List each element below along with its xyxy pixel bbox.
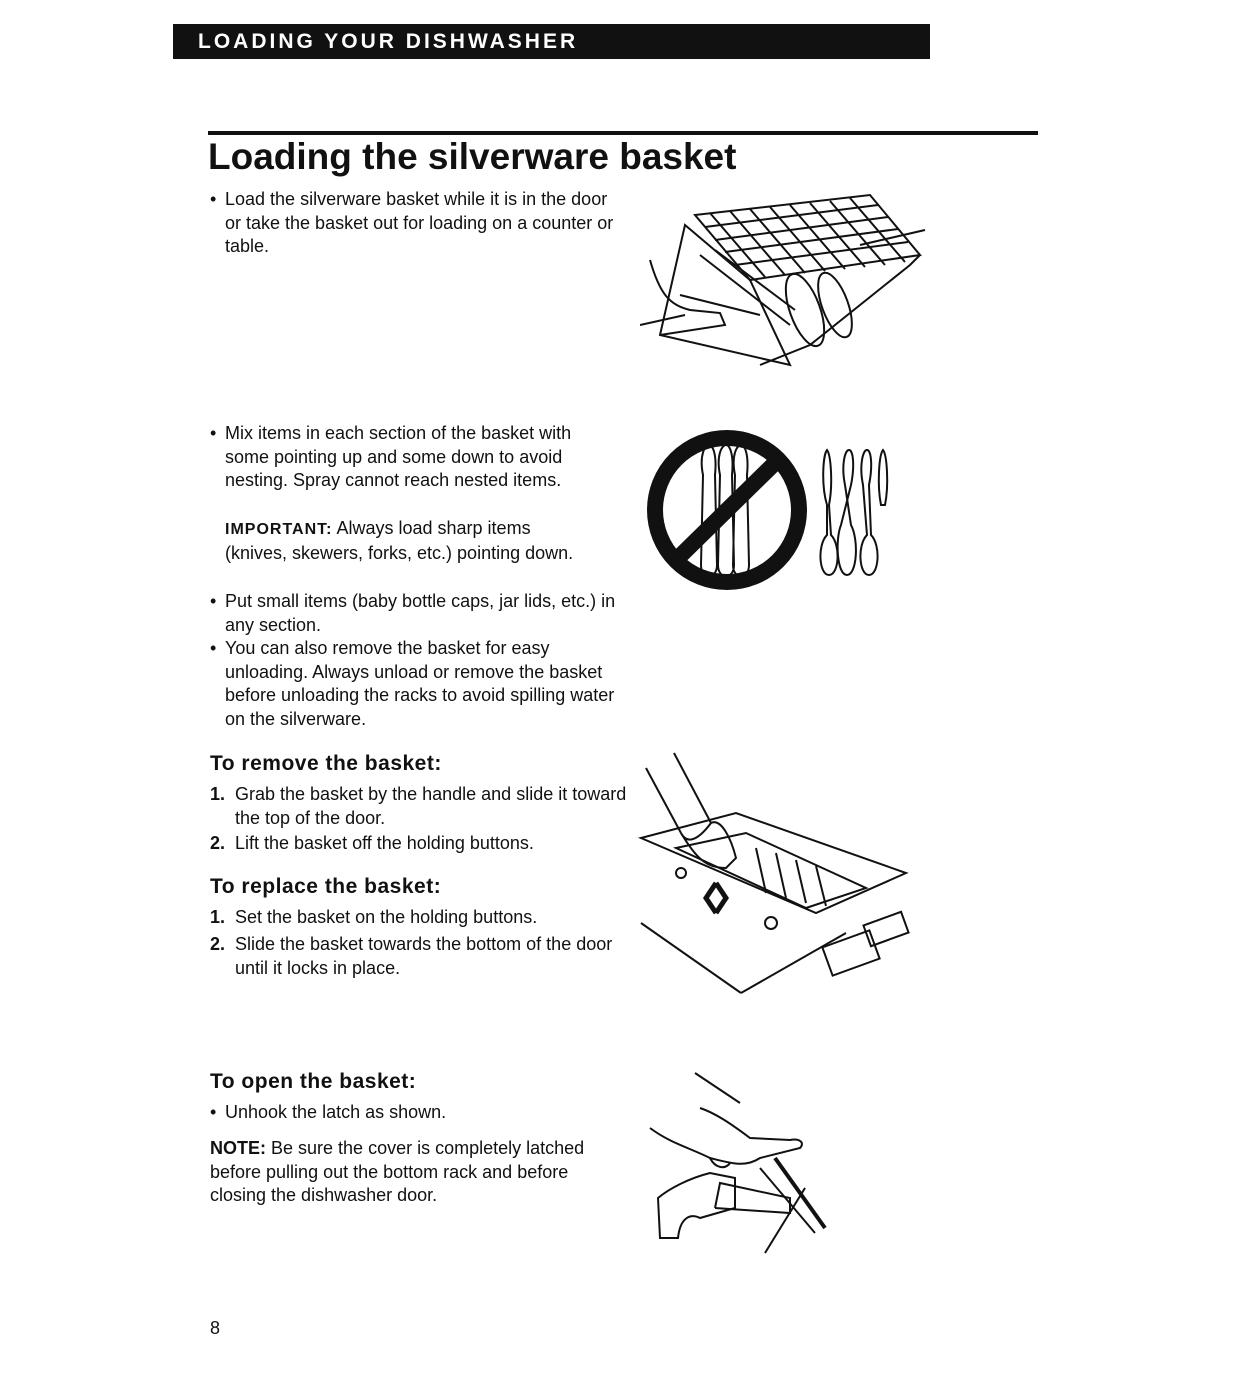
- remove-step-2: 2. Lift the basket off the holding buttons.: [210, 833, 534, 853]
- remove-step-1: 1. Grab the basket by the handle and slide it toward the top of the door.: [210, 784, 627, 828]
- important-note: [225, 517, 595, 565]
- title-rule: [208, 131, 1038, 135]
- important-text: Always load sharp items (knives, skewers, forks, etc.) pointing down.: [225, 518, 574, 563]
- intro-bullet: • Load the silverware basket while it is in the door or take the basket out for loading on a counter or table.: [210, 188, 625, 259]
- note-label: NOTE:: [210, 1138, 266, 1158]
- replace-step-2: 2. Slide the basket towards the bottom of the door until it locks in place.: [210, 934, 613, 978]
- remove-basket-bullet: • You can also remove the basket for easy unloading. Always unload or remove the basket before unloading the racks to avoid spilling water on the silverware.: [210, 637, 625, 731]
- unhook-latch-bullet: • Unhook the latch as shown.: [210, 1101, 625, 1125]
- open-basket-heading: To open the basket:: [210, 1070, 417, 1093]
- no-nesting-illustration: [645, 425, 890, 595]
- unhook-latch-illustration: [640, 1068, 840, 1258]
- note-text: Be sure the cover is completely latched before pulling out the bottom rack and before closing the dishwasher door.: [210, 1138, 585, 1205]
- basket-removal-illustration: [636, 748, 916, 1003]
- note: [210, 1137, 600, 1208]
- page-title: Loading the silverware basket: [208, 136, 737, 177]
- mix-items-bullet: • Mix items in each section of the basket with some pointing up and some down to avoid nesting. Spray cannot reach nested items.: [210, 422, 615, 493]
- replace-step-1: 1. Set the basket on the holding buttons.: [210, 907, 538, 927]
- section-banner: LOADING YOUR DISHWASHER: [173, 24, 930, 59]
- replace-basket-heading: To replace the basket:: [210, 875, 442, 898]
- remove-basket-heading: To remove the basket:: [210, 752, 442, 775]
- page-number: 8: [210, 1318, 221, 1338]
- small-items-bullet: • Put small items (baby bottle caps, jar lids, etc.) in any section.: [210, 590, 625, 637]
- basket-loading-illustration: [640, 185, 930, 375]
- important-label: IMPORTANT:: [225, 521, 333, 538]
